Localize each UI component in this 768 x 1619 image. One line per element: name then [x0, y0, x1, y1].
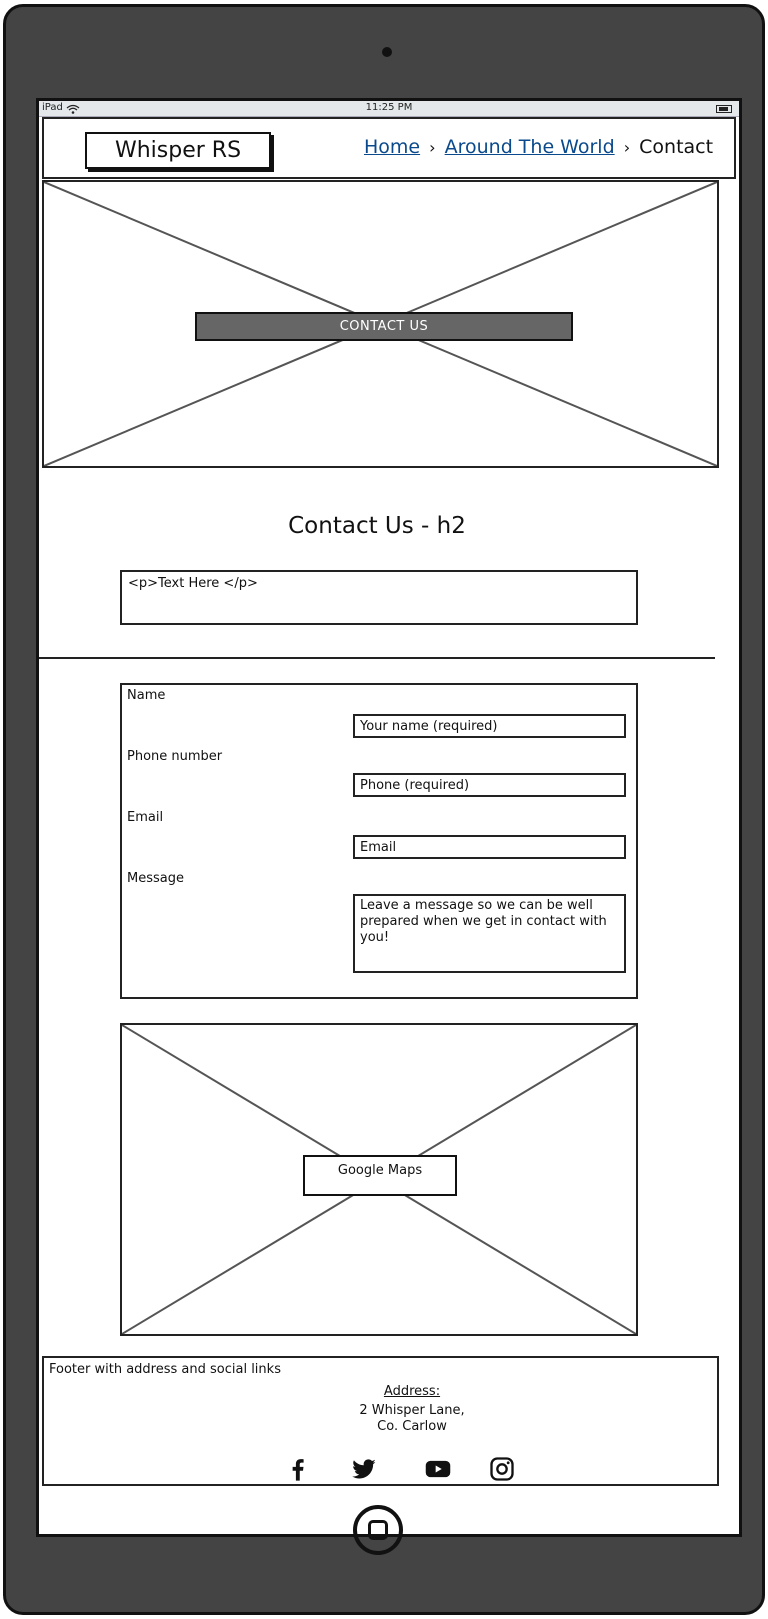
message-textarea[interactable]	[353, 894, 626, 973]
tablet-frame	[3, 4, 765, 1615]
site-header	[42, 117, 736, 179]
breadcrumb-home[interactable]: Home	[364, 136, 421, 158]
breadcrumb-separator: ›	[623, 138, 631, 157]
email-label: Email	[127, 810, 164, 825]
status-bar	[39, 101, 739, 117]
phone-label: Phone number	[127, 749, 223, 764]
facebook-icon[interactable]	[284, 1455, 312, 1483]
intro-text-box: <p>Text Here </p>	[120, 570, 638, 625]
screen	[36, 98, 742, 1537]
site-logo[interactable]: Whisper RS	[85, 132, 271, 169]
section-divider	[39, 657, 715, 659]
breadcrumb-separator: ›	[429, 138, 436, 157]
phone-input[interactable]	[353, 773, 626, 797]
contact-form	[120, 683, 638, 999]
section-title: Contact Us - h2	[288, 513, 466, 539]
instagram-icon[interactable]	[488, 1455, 516, 1483]
breadcrumb-current: Contact	[639, 136, 714, 158]
status-time: 11:25 PM	[365, 102, 413, 113]
google-map-placeholder[interactable]	[120, 1023, 638, 1336]
status-carrier: iPad	[42, 102, 63, 113]
battery-icon	[716, 105, 732, 113]
email-input[interactable]	[353, 835, 626, 859]
site-footer	[42, 1356, 719, 1486]
name-input[interactable]	[353, 714, 626, 738]
address-heading: Address:	[383, 1384, 441, 1399]
message-label: Message	[127, 871, 184, 886]
name-label: Name	[127, 688, 166, 703]
footer-note: Footer with address and social links	[49, 1362, 281, 1377]
google-maps-label: Google Maps	[303, 1155, 457, 1196]
address-line-2: Co. Carlow	[377, 1419, 447, 1434]
address-line-1: 2 Whisper Lane,	[359, 1403, 465, 1418]
twitter-icon[interactable]	[350, 1455, 378, 1483]
breadcrumb	[364, 136, 734, 158]
home-button[interactable]	[353, 1505, 403, 1555]
home-button-icon	[368, 1520, 388, 1540]
camera-dot	[382, 47, 392, 57]
breadcrumb-around-the-world[interactable]: Around The World	[444, 136, 615, 158]
hero-image-placeholder	[42, 180, 719, 468]
youtube-icon[interactable]	[424, 1455, 452, 1483]
contact-us-button[interactable]: CONTACT US	[195, 312, 573, 341]
